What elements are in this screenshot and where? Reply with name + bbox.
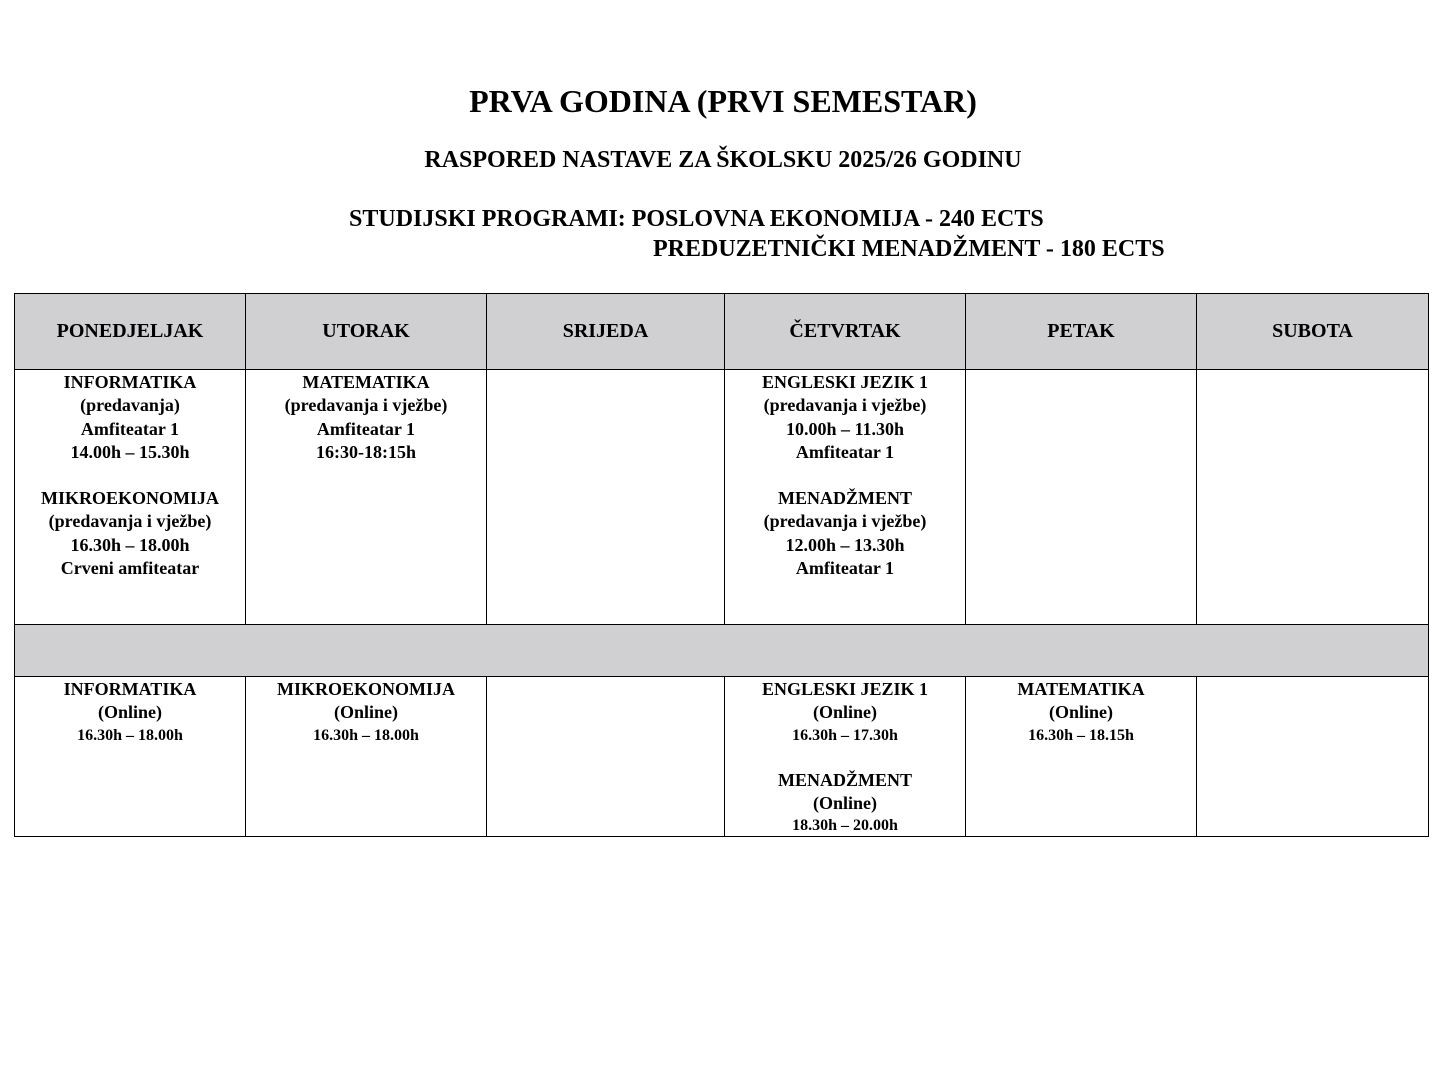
course-name: ENGLESKI JEZIK 1 — [761, 372, 929, 392]
separator-band — [15, 625, 1429, 677]
course-name: MENADŽMENT — [778, 769, 912, 790]
course-name: MATEMATIKA — [302, 372, 430, 392]
day-header-row — [15, 294, 1429, 370]
class-entry — [725, 371, 965, 464]
course-name: MIKROEKONOMIJA — [41, 488, 219, 509]
table-row-in-person — [15, 370, 1429, 625]
cell-wednesday-online — [487, 677, 725, 837]
class-time: 18.30h – 20.00h — [792, 817, 898, 835]
cell-friday-in-person — [966, 370, 1197, 625]
study-programs-line-1: STUDIJSKI PROGRAMI: POSLOVNA EKONOMIJA - 240 ECTS — [349, 206, 1044, 232]
class-entry — [15, 371, 245, 464]
class-type: (predavanja i vježbe) — [284, 395, 448, 416]
class-time: 16.30h – 18.00h — [313, 726, 419, 744]
class-mode: (Online) — [812, 792, 877, 813]
page-title: PRVA GODINA (PRVI SEMESTAR) — [469, 83, 977, 119]
class-mode: (Online) — [97, 702, 162, 723]
class-entry — [15, 678, 245, 746]
class-mode: (Online) — [333, 702, 398, 723]
course-name: INFORMATIKA — [63, 372, 197, 392]
class-mode: (Online) — [1048, 702, 1113, 723]
day-header-thursday: ČETVRTAK — [725, 294, 966, 370]
class-entry — [725, 769, 965, 837]
day-header-saturday: SUBOTA — [1197, 294, 1429, 370]
class-entry — [966, 678, 1196, 746]
class-time: 14.00h – 15.30h — [70, 441, 190, 462]
cell-monday-online — [15, 677, 246, 837]
cell-friday-online — [966, 677, 1197, 837]
class-room: Amfiteatar 1 — [795, 558, 895, 579]
class-type: (predavanja i vježbe) — [48, 511, 212, 532]
day-header-tuesday: UTORAK — [246, 294, 487, 370]
class-room: Amfiteatar 1 — [80, 418, 180, 439]
day-header-monday: PONEDJELJAK — [15, 294, 246, 370]
course-name: ENGLESKI JEZIK 1 — [761, 679, 929, 699]
class-mode: (Online) — [812, 702, 877, 723]
cell-tuesday-online — [246, 677, 487, 837]
course-name: MIKROEKONOMIJA — [277, 679, 455, 699]
class-type: (predavanja i vježbe) — [763, 511, 927, 532]
schedule-table — [14, 293, 1429, 837]
class-entry — [246, 678, 486, 746]
class-time: 16:30-18:15h — [316, 441, 416, 462]
class-room: Amfiteatar 1 — [316, 418, 416, 439]
study-programs-line-2: PREDUZETNIČKI MENADŽMENT - 180 ECTS — [653, 236, 1165, 262]
course-name: MENADŽMENT — [778, 488, 912, 509]
cell-thursday-online — [725, 677, 966, 837]
class-time: 12.00h – 13.30h — [785, 534, 905, 555]
class-entry — [246, 371, 486, 464]
class-room: Amfiteatar 1 — [795, 441, 895, 462]
cell-wednesday-in-person — [487, 370, 725, 625]
day-header-wednesday: SRIJEDA — [487, 294, 725, 370]
course-name: MATEMATIKA — [1017, 679, 1145, 699]
class-time: 10.00h – 11.30h — [785, 418, 905, 439]
class-time: 16.30h – 17.30h — [792, 726, 898, 744]
page-subtitle: RASPORED NASTAVE ZA ŠKOLSKU 2025/26 GODINU — [424, 147, 1022, 173]
cell-monday-in-person — [15, 370, 246, 625]
cell-saturday-in-person — [1197, 370, 1429, 625]
course-name: INFORMATIKA — [63, 679, 197, 699]
class-time: 16.30h – 18.00h — [70, 534, 190, 555]
separator-row — [15, 625, 1429, 677]
day-header-friday: PETAK — [966, 294, 1197, 370]
class-entry — [725, 487, 965, 580]
class-room: Crveni amfiteatar — [60, 558, 200, 579]
class-type: (predavanja i vježbe) — [763, 395, 927, 416]
class-entry — [15, 487, 245, 580]
cell-tuesday-in-person — [246, 370, 487, 625]
class-type: (predavanja) — [80, 395, 180, 416]
class-time: 16.30h – 18.00h — [77, 726, 183, 744]
class-time: 16.30h – 18.15h — [1028, 726, 1134, 744]
table-row-online — [15, 677, 1429, 837]
cell-saturday-online — [1197, 677, 1429, 837]
class-entry — [725, 678, 965, 746]
cell-thursday-in-person — [725, 370, 966, 625]
